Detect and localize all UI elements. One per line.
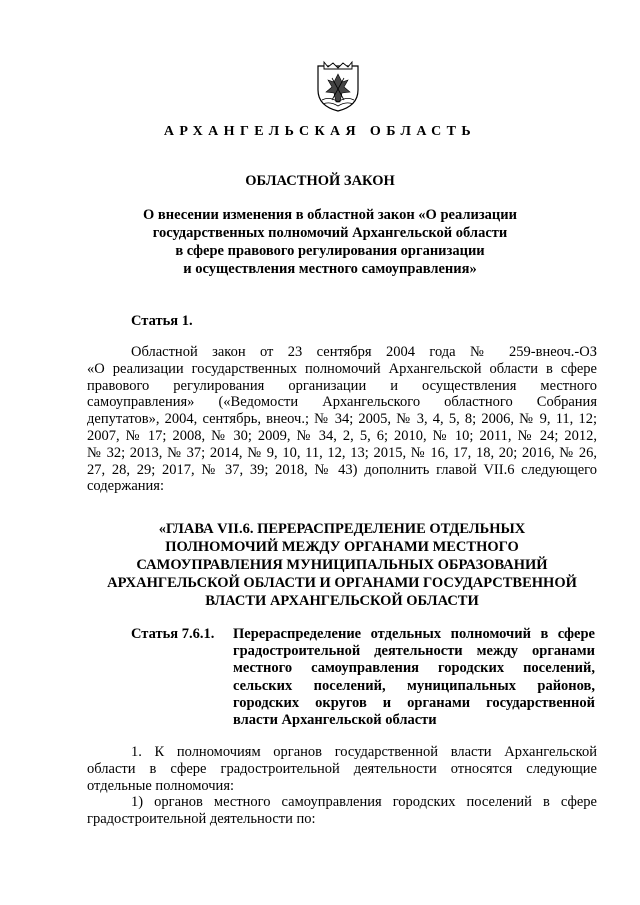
paragraph-line: депутатов», 2004, сентябрь, внеоч.; № 34; 2005, № 3, 4, 5, 8; 2006, № 9, 11, 12; — [87, 411, 597, 428]
paragraph-line: содержания: — [87, 478, 165, 495]
chapter-heading — [84, 520, 600, 610]
title-line: градостроительной деятельности между органами — [233, 643, 595, 660]
article-1-heading: Статья 1. — [131, 313, 193, 329]
title-line: городских округов и органами государственной — [233, 694, 595, 711]
title-line: Перераспределение отдельных полномочий в сфере — [233, 626, 595, 642]
title-line: сельских поселений, муниципальных районов, — [233, 677, 595, 694]
chapter-line: ПОЛНОМОЧИЙ МЕЖДУ ОРГАНАМИ МЕСТНОГО — [165, 539, 519, 555]
article-1-paragraph — [87, 344, 597, 495]
region-name: АРХАНГЕЛЬСКАЯ ОБЛАСТЬ — [163, 124, 477, 139]
body-paragraphs — [87, 744, 597, 828]
paragraph-line: «О реализации государственных полномочий Архангельской области в сфере — [87, 360, 597, 377]
paragraph-line: 2007, № 17; 2008, № 30; 2009, № 34, 2, 5, 6; 2010, № 10; 2011, № 24; 2012, — [87, 427, 597, 444]
paragraph-line: градостроительной деятельности по: — [87, 811, 316, 828]
paragraph-line: отдельные полномочия: — [87, 777, 235, 794]
chapter-line: АРХАНГЕЛЬСКОЙ ОБЛАСТИ И ОРГАНАМИ ГОСУДАРСТВЕННОЙ — [107, 575, 577, 591]
paragraph-line: правового регулирования организации и осуществления местного — [87, 377, 597, 394]
subject-line: государственных полномочий Архангельской области — [152, 225, 508, 241]
article-7-6-1-title — [233, 626, 595, 729]
title-line: местного самоуправления городских поселений, — [233, 660, 595, 677]
paragraph-line: области в сфере градостроительной деятельности относятся следующие — [87, 760, 597, 777]
subject-line: О внесении изменения в областной закон «О реализации — [143, 207, 517, 223]
chapter-line: «ГЛАВА VII.6. ПЕРЕРАСПРЕДЕЛЕНИЕ ОТДЕЛЬНЫХ — [158, 521, 526, 537]
chapter-line: ВЛАСТИ АРХАНГЕЛЬСКОЙ ОБЛАСТИ — [205, 593, 479, 609]
paragraph-line: № 32; 2013, № 37; 2014, № 9, 10, 11, 12, 13; 2015, № 16, 17, 18, 20; 2016, № 26, — [87, 444, 597, 461]
paragraph-line: 1) органов местного самоуправления городских поселений в сфере — [131, 794, 597, 811]
paragraph-line: 27, 28, 29; 2017, № 37, 39; 2018, № 43) дополнить главой VII.6 следующего — [87, 461, 597, 478]
paragraph-line: Областной закон от 23 сентября 2004 года № 259-внеоч.-ОЗ — [131, 344, 597, 360]
law-subject — [110, 206, 550, 278]
subject-line: и осуществления местного самоуправления» — [183, 261, 477, 277]
law-type-heading: ОБЛАСТНОЙ ЗАКОН — [245, 173, 395, 189]
subject-line: в сфере правового регулирования организации — [175, 243, 485, 259]
coat-of-arms-icon — [314, 60, 362, 112]
paragraph-line: самоуправления» («Ведомости Архангельского областного Собрания — [87, 394, 597, 411]
chapter-line: САМОУПРАВЛЕНИЯ МУНИЦИПАЛЬНЫХ ОБРАЗОВАНИЙ — [136, 557, 548, 573]
title-line: власти Архангельской области — [233, 711, 437, 728]
paragraph-line: 1. К полномочиям органов государственной власти Архангельской — [131, 744, 597, 760]
article-7-6-1-label: Статья 7.6.1. — [131, 626, 215, 642]
